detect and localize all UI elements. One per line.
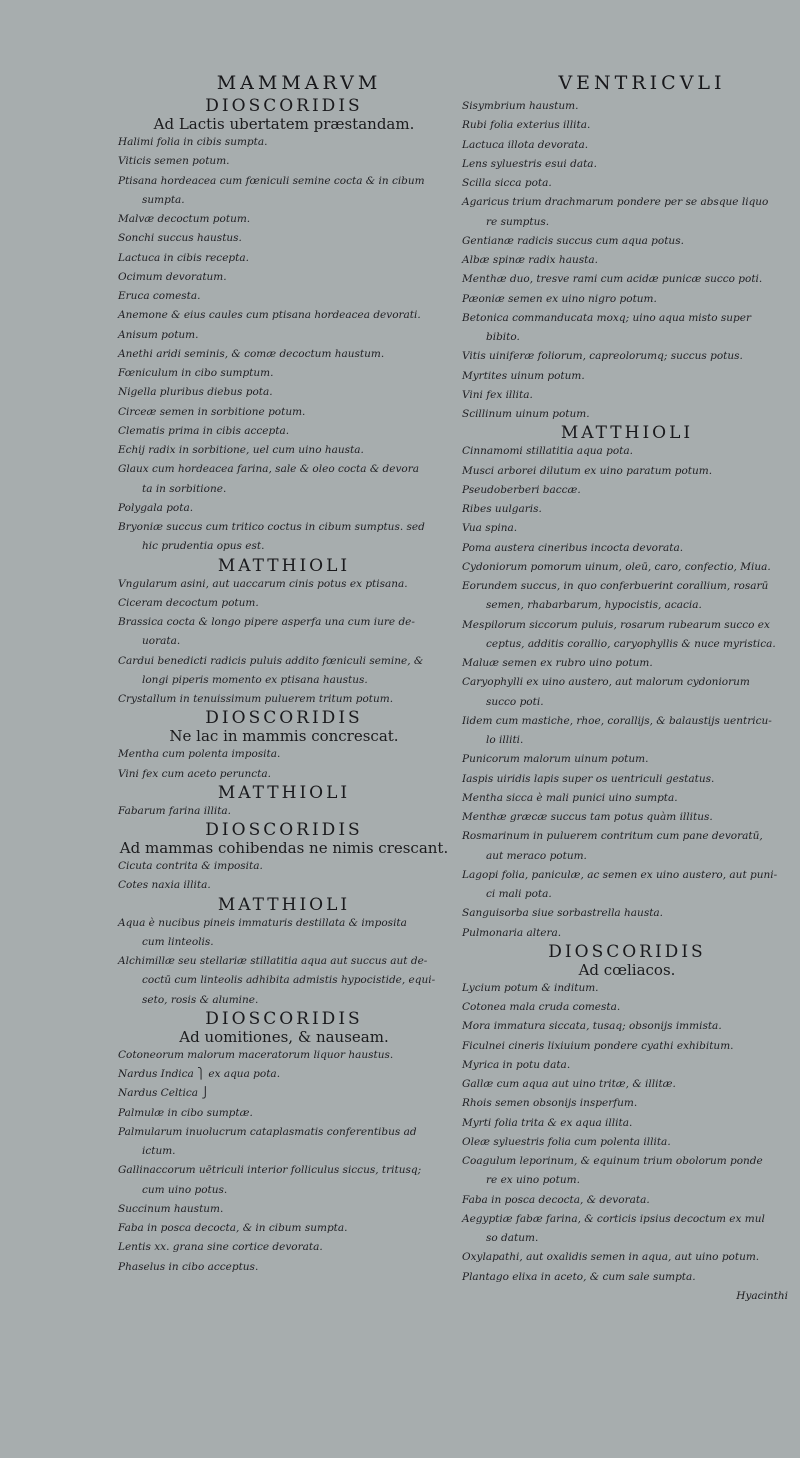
remedy-entry: Agaricus trium drachmarum pondere per se absque liquo: [462, 196, 769, 209]
remedy-entry: Brassica cocta & longo pipere asperfa una cum iure de-: [118, 616, 415, 628]
remedy-entry: Faba in posca decocta, & in cibum sumpta.: [118, 1222, 348, 1234]
remedy-entry: Anemone & eius caules cum ptisana hordeacea devorati.: [118, 309, 421, 322]
remedy-entry: Succinum haustum.: [118, 1202, 224, 1215]
remedy-entry: Cotonea mala cruda comesta.: [462, 1001, 621, 1013]
remedy-entry: Pulmonaria altera.: [462, 926, 562, 939]
remedy-entry: Bryoniæ succus cum tritico coctus in cibum sumptus. sed: [118, 521, 425, 533]
remedy-entry: Aqua è nucibus pineis immaturis destillata & imposita: [118, 916, 407, 929]
entry-continuation: sumpta.: [142, 193, 185, 206]
remedy-entry: Gentianæ radicis succus cum aqua potus.: [462, 234, 684, 247]
remedy-entry: Mentha sicca è mali punici uino sumpta.: [462, 791, 678, 804]
entry-continuation: coctū cum linteolis adhibita admistis hypocistide, equi-: [142, 974, 436, 987]
entry-continuation: ci mali pota.: [486, 888, 552, 900]
remedy-entry: Nardus Indica ⎫ ex aqua pota.: [118, 1068, 281, 1080]
remedy-entry: Myrtites uinum potum.: [462, 369, 585, 382]
remedy-entry: Vini fex illita.: [462, 388, 533, 401]
remedy-entry: Coagulum leporinum, & equinum trium obolorum ponde: [462, 1155, 763, 1167]
remedy-entry: Scillinum uinum potum.: [462, 408, 590, 420]
remedy-entry: Pseudoberberi baccæ.: [462, 483, 581, 496]
remedy-entry: Sonchi succus haustus.: [118, 232, 242, 245]
remedy-entry: Clematis prima in cibis accepta.: [118, 424, 290, 437]
remedy-entry: Oxylapathi, aut oxalidis semen in aqua, aut uino potum.: [462, 1251, 760, 1264]
remedy-entry: Ptisana hordeacea cum fœniculi semine cocta & in cibum: [118, 174, 425, 187]
remedy-entry: Rosmarinum in puluerem contritum cum pane devoratū,: [462, 830, 763, 843]
entry-continuation: re ex uino potum.: [486, 1174, 580, 1187]
remedy-entry: Vini fex cum aceto peruncta.: [118, 767, 271, 780]
remedy-entry: Anethi aridi seminis, & comæ decoctum haustum.: [118, 347, 385, 360]
remedy-entry: Cotes naxia illita.: [118, 879, 211, 892]
remedy-entry: Lens syluestris esui data.: [462, 157, 597, 170]
entry-continuation: ictum.: [142, 1145, 176, 1157]
running-head-mammarum: MAMMARVM: [216, 72, 382, 94]
remedy-entry: Vngularum asini, aut uaccarum cinis potus ex ptisana.: [118, 577, 408, 590]
remedy-entry: Phaselus in cibo acceptus.: [118, 1260, 259, 1273]
section-subheading: Ad cœliacos.: [578, 960, 676, 979]
remedy-entry: Lycium potum & inditum.: [462, 981, 599, 994]
remedy-entry: Lactuca in cibis recepta.: [118, 251, 249, 264]
remedy-entry: Lentis xx. grana sine cortice devorata.: [118, 1241, 323, 1254]
remedy-entry: Lagopi folia, paniculæ, ac semen ex uino austero, aut puni-: [462, 868, 778, 881]
entry-continuation: aut meraco potum.: [486, 849, 587, 862]
remedy-entry: Lactuca illota devorata.: [462, 138, 589, 151]
remedy-entry: Sanguisorba siue sorbastrella hausta.: [462, 907, 664, 920]
entry-continuation: cum linteolis.: [142, 935, 214, 948]
remedy-entry: Eorundem succus, in quo conferbuerint corallium, rosarū: [462, 580, 769, 592]
remedy-entry: Glaux cum hordeacea farina, sale & oleo cocta & devora: [118, 463, 420, 476]
remedy-entry: Fabarum farina illita.: [118, 804, 232, 817]
remedy-entry: Ocimum devoratum.: [118, 270, 227, 283]
entry-continuation: semen, rhabarbarum, hypocistis, acacia.: [486, 599, 702, 612]
entry-continuation: re sumptus.: [486, 215, 550, 228]
entry-continuation: ceptus, additis corallio, caryophyllis & nuce myristica.: [486, 637, 776, 650]
remedy-entry: Albæ spinæ radix hausta.: [462, 254, 598, 266]
remedy-entry: Menthæ duo, tresve rami cum acidæ punicæ succo poti.: [462, 273, 763, 286]
remedy-entry: Ficulnei cineris lixiuium pondere cyathi exhibitum.: [462, 1039, 734, 1052]
catchword: Hyacinthi: [736, 1289, 788, 1302]
remedy-entry: Cinnamomi stillatitia aqua pota.: [462, 445, 634, 458]
entry-continuation: hic prudentia opus est.: [142, 540, 265, 553]
remedy-entry: Eruca comesta.: [118, 290, 201, 302]
remedy-entry: Iaspis uiridis lapis super os uentriculi gestatus.: [462, 772, 715, 785]
remedy-entry: Ribes uulgaris.: [462, 503, 542, 515]
entry-continuation: so datum.: [486, 1232, 539, 1244]
remedy-entry: Faba in posca decocta, & devorata.: [462, 1193, 650, 1206]
remedy-entry: Oleæ syluestris folia cum polenta illita.: [462, 1135, 671, 1148]
remedy-entry: Cotoneorum malorum maceratorum liquor haustus.: [118, 1048, 394, 1061]
section-heading: DIOSCORIDIS: [205, 820, 363, 840]
entry-continuation: longi piperis momento ex ptisana haustus.: [142, 673, 368, 686]
section-subheading: Ne lac in mammis concrescat.: [169, 727, 399, 746]
remedy-entry: Crystallum in tenuissimum puluerem tritum potum.: [118, 693, 394, 705]
remedy-entry: Halimi folia in cibis sumpta.: [118, 136, 268, 148]
remedy-entry: Betonica commanducata moxq; uino aqua misto super: [462, 311, 752, 324]
running-head-ventriculi: VENTRICVLI: [558, 72, 726, 94]
remedy-entry: Echij radix in sorbitione, uel cum uino hausta.: [118, 444, 364, 456]
remedy-entry: Scilla sicca pota.: [462, 177, 552, 189]
section-heading: MATTHIOLI: [217, 894, 351, 915]
remedy-entry: Cicuta contrita & imposita.: [118, 860, 263, 872]
remedy-entry: Vitis uiniferæ foliorum, capreolorumq; succus potus.: [462, 350, 743, 363]
section-subheading: Ad uomitiones, & nauseam.: [179, 1027, 389, 1046]
remedy-entry: Mora immatura siccata, tusaq; obsonijs immista.: [462, 1020, 722, 1033]
entry-continuation: seto, rosis & alumine.: [142, 993, 259, 1006]
right-column: [462, 72, 792, 1306]
remedy-entry: Caryophylli ex uino austero, aut malorum cydoniorum: [462, 676, 750, 689]
entry-continuation: bibito.: [486, 331, 520, 343]
remedy-entry: Anisum potum.: [118, 328, 199, 341]
remedy-entry: Fœniculum in cibo sumptum.: [118, 367, 274, 379]
remedy-entry: Mespilorum siccorum puluis, rosarum rubearum succo ex: [462, 618, 770, 631]
remedy-entry: Palmularum inuolucrum cataplasmatis conferentibus ad: [118, 1125, 417, 1138]
remedy-entry: Plantago elixa in aceto, & cum sale sumpta.: [462, 1270, 696, 1283]
remedy-entry: Myrti folia trita & ex aqua illita.: [462, 1116, 633, 1129]
remedy-entry: Gallinaccorum uētriculi interior folliculus siccus, tritusq;: [118, 1164, 422, 1177]
remedy-entry: Iidem cum mastiche, rhoe, corallijs, & balaustijs uentricu-: [462, 714, 772, 727]
entry-continuation: uorata.: [142, 635, 181, 648]
remedy-entry: Poma austera cineribus incocta devorata.: [462, 541, 684, 554]
entry-continuation: succo poti.: [486, 695, 544, 708]
remedy-entry: Pæoniæ semen ex uino nigro potum.: [462, 292, 657, 305]
section-subheading: Ad mammas cohibendas ne nimis crescant.: [119, 839, 449, 857]
remedy-entry: Cydoniorum pomorum uinum, oleū, caro, confectio, Miua.: [462, 560, 771, 573]
remedy-entry: Alchimillæ seu stellariæ stillatitia aqua aut succus aut de-: [118, 955, 428, 967]
remedy-entry: Rubi folia exterius illita.: [462, 119, 591, 132]
section-heading: DIOSCORIDIS: [205, 708, 363, 729]
left-column: [118, 72, 450, 1277]
remedy-entry: Punicorum malorum uinum potum.: [462, 753, 649, 766]
section-heading: MATTHIOLI: [217, 555, 351, 576]
section-heading: DIOSCORIDIS: [205, 96, 363, 116]
section-subheading: Ad Lactis ubertatem præstandam.: [153, 115, 415, 133]
remedy-entry: Nigella pluribus diebus pota.: [118, 386, 273, 399]
section-heading: MATTHIOLI: [560, 423, 694, 444]
remedy-entry: Gallæ cum aqua aut uino tritæ, & illitæ.: [462, 1078, 676, 1090]
remedy-entry: Mentha cum polenta imposita.: [118, 748, 281, 761]
remedy-entry: Sisymbrium haustum.: [462, 100, 579, 112]
remedy-entry: Viticis semen potum.: [118, 155, 230, 168]
remedy-entry: Malvæ decoctum potum.: [118, 213, 251, 225]
remedy-entry: Nardus Celtica ⎭: [118, 1087, 210, 1100]
remedy-entry: Menthæ græcæ succus tam potus quàm illitus.: [462, 811, 713, 823]
remedy-entry: Maluæ semen ex rubro uino potum.: [462, 657, 653, 669]
remedy-entry: Palmulæ in cibo sumptæ.: [118, 1106, 253, 1119]
entry-continuation: lo illiti.: [486, 734, 524, 746]
remedy-entry: Polygala pota.: [118, 501, 194, 514]
section-heading: DIOSCORIDIS: [205, 1008, 363, 1029]
remedy-entry: Vua spina.: [462, 522, 518, 535]
section-heading: DIOSCORIDIS: [548, 941, 706, 962]
remedy-entry: Aegyptiæ fabæ farina, & corticis ipsius decoctum ex mul: [462, 1212, 765, 1225]
remedy-entry: Rhois semen obsonijs insperfum.: [462, 1097, 638, 1110]
remedy-entry: Musci arborei dilutum ex uino paratum potum.: [462, 464, 713, 477]
remedy-entry: Circeæ semen in sorbitione potum.: [118, 405, 306, 418]
remedy-entry: Ciceram decoctum potum.: [118, 596, 259, 609]
section-heading: MATTHIOLI: [217, 782, 351, 803]
entry-continuation: ta in sorbitione.: [142, 482, 227, 495]
entry-continuation: cum uino potus.: [142, 1183, 228, 1196]
remedy-entry: Cardui benedicti radicis puluis addito fœniculi semine, &: [118, 654, 424, 667]
remedy-entry: Myrica in potu data.: [462, 1058, 571, 1071]
